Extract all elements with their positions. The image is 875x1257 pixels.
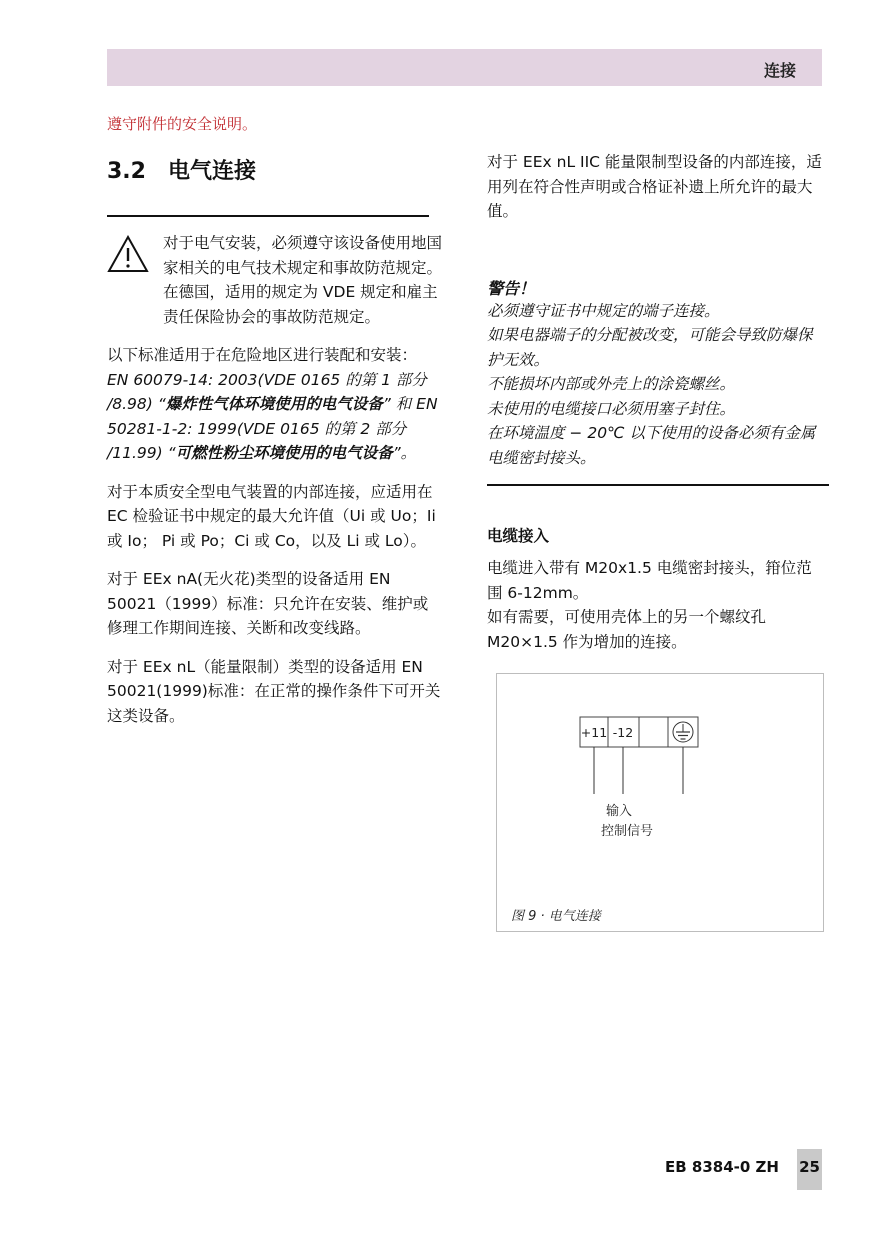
ground-icon bbox=[673, 722, 693, 742]
section-rule bbox=[107, 215, 429, 217]
para-eex-na: 对于 EEx nA(无火花)类型的设备适用 EN 50021（1999）标准：只允许在安装、维护或修理工作期间连接、关断和改变线路。 bbox=[107, 570, 429, 637]
standard-1-ref: EN 60079-14: 2003(VDE 0165 的第 1 部分 /8.98) “ bbox=[107, 370, 427, 413]
warning-line: 未使用的电缆接口必须用塞子封住。 bbox=[487, 399, 736, 418]
figure-caption: 图 9 · 电气连接 bbox=[511, 909, 601, 924]
warning-line: 不能损坏内部或外壳上的涂瓷螺丝。 bbox=[487, 375, 736, 393]
standards-list bbox=[107, 368, 443, 466]
standard-2-title: 可燃性粉尘环境使用的电气设备 bbox=[175, 444, 393, 462]
warning-list bbox=[487, 299, 827, 471]
warning-title: 警告！ bbox=[487, 278, 536, 298]
standard-1-title: 爆炸性气体环境使用的电气设备 bbox=[165, 395, 383, 413]
para-eex-nl-iic: 对于 EEx nL IIC 能量限制型设备的内部连接，适用列在符合性声明或合格证补遗上所允许的最大值。 bbox=[487, 153, 822, 220]
warning-line: 在环境温度 − 20℃ 以下使用的设备必须有金属电缆密封接头。 bbox=[487, 424, 816, 467]
left-column bbox=[107, 150, 443, 728]
safety-note: 遵守附件的安全说明。 bbox=[107, 115, 258, 133]
terminal-plus-label: +11 bbox=[580, 725, 608, 740]
caution-text: 对于电气安装，必须遵守该设备使用地国家相关的电气技术规定和事故防范规定。在德国，适用的规定为 VDE 规定和雇主责任保险协会的事故防范规定。 bbox=[163, 234, 443, 326]
standard-2-ref: ” 和 EN 50281-1-2: 1999(VDE 0165 的第 2 部分 /11.99) “ bbox=[107, 395, 438, 462]
header-bar bbox=[107, 49, 822, 86]
para-intrinsic-safety: 对于本质安全型电气装置的内部连接，应适用在 EC 检验证书中规定的最大允许值（Ui 或 Uo；Ii 或 Io； Pi 或 Po；Ci 或 Co，以及 Li 或 Lo）。 bbox=[107, 482, 436, 550]
cable-heading: 电缆接入 bbox=[487, 527, 550, 545]
terminal-minus-label: -12 bbox=[612, 725, 634, 740]
right-column bbox=[487, 150, 827, 654]
warning-line: 必须遵守证书中规定的端子连接。 bbox=[487, 301, 720, 320]
section-heading bbox=[107, 154, 443, 185]
document-code: EB 8384-0 ZH bbox=[665, 1158, 779, 1176]
standard-2-end: ”。 bbox=[392, 444, 417, 462]
caution-block bbox=[107, 231, 443, 329]
warning-rule bbox=[487, 484, 829, 486]
section-title: 电气连接 bbox=[167, 159, 256, 184]
warning-line: 如果电器端子的分配被改变，可能会导致防爆保护无效。 bbox=[487, 326, 813, 369]
connection-figure bbox=[496, 673, 824, 932]
warning-triangle-icon bbox=[107, 235, 149, 273]
standards-intro: 以下标准适用于在危险地区进行装配和安装： bbox=[107, 346, 418, 364]
header-section-title: 连接 bbox=[763, 61, 796, 80]
cable-para-1: 电缆进入带有 M20x1.5 电缆密封接头，箝位范围 6-12mm。 bbox=[487, 559, 812, 602]
cable-para-2: 如有需要，可使用壳体上的另一个螺纹孔 M20×1.5 作为增加的连接。 bbox=[487, 608, 767, 651]
signal-label-line-2: 控制信号 bbox=[600, 824, 654, 839]
section-number: 3.2 bbox=[107, 159, 146, 184]
page-number: 25 bbox=[797, 1149, 822, 1190]
signal-label-line-1: 输入 bbox=[605, 804, 633, 819]
terminal-diagram bbox=[497, 674, 825, 894]
para-eex-nl: 对于 EEx nL（能量限制）类型的设备适用 EN 50021(1999)标准：在正常的操作条件下可开关这类设备。 bbox=[107, 657, 441, 725]
